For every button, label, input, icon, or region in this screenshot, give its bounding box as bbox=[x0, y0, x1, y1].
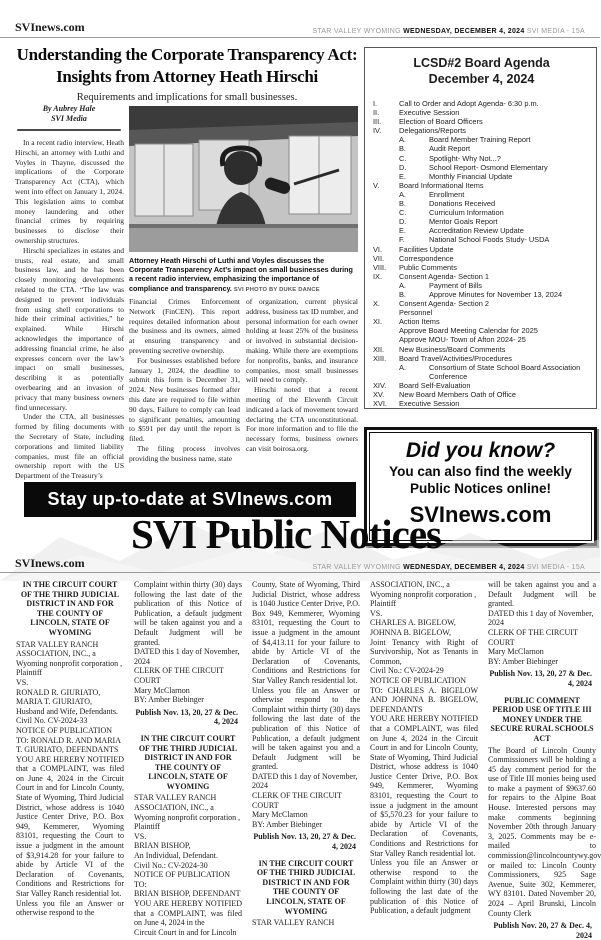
agenda-item-number: XI. bbox=[373, 317, 383, 327]
notice-text: VS. bbox=[16, 677, 29, 687]
notice-text: DATED this 1 day of November, 2024 bbox=[252, 771, 358, 791]
agenda-item-text: Enrollment bbox=[429, 189, 465, 199]
agenda-list bbox=[373, 99, 590, 408]
notice-text: RONALD R. GIURIATO, bbox=[16, 687, 101, 697]
agenda-item bbox=[373, 126, 590, 135]
agenda-item bbox=[373, 254, 590, 263]
article-paragraph: The filing process involves providing the business name, state bbox=[129, 443, 240, 463]
agenda-item bbox=[373, 363, 590, 381]
notice-text: NOTICE OF PUBLICATION bbox=[16, 725, 112, 735]
agenda-item-number: X. bbox=[373, 299, 380, 309]
notice-heading: IN THE CIRCUIT COURT OF THE THIRD JUDICIAL DISTRICT IN AND FOR THE COUNTY OF LINCOLN, STATE OF WYOMING bbox=[138, 733, 238, 791]
notice-column-4 bbox=[370, 580, 478, 925]
agenda-item bbox=[373, 172, 590, 181]
notice-text: Husband and Wife, Defendants. bbox=[16, 706, 118, 716]
agenda-title bbox=[373, 55, 590, 87]
agenda-item bbox=[373, 263, 590, 272]
agenda-item bbox=[373, 290, 590, 299]
agenda-item-number: V. bbox=[373, 180, 380, 190]
article-paragraph: Under the CTA, all businesses formed by filing documents with the Secretary of State, including corporations and limited liability companies, must file an official ownership report with the US Department of the Treasury’s bbox=[15, 412, 124, 481]
agenda-item-text: Facilities Update bbox=[399, 244, 454, 254]
dateline-region: STAR VALLEY WYOMING bbox=[312, 28, 401, 35]
notice-text: YOU ARE HEREBY NOTIFIED that a COMPLAINT, was filed on June 4, 2024 in the Circuit Court in and for Lincoln County, State of Wyoming, Third Judicial District, whose address is 1040 Justice Center Drive, P.O. Box 949, Kemmerer, Wyoming 83101, requesting the Court to issue a judgment in the amount of $5,570.23 for your failure to abide by Article VI of the Declaration of Covenants, Conditions and Restrictions for Star Valley Ranch residential lot. bbox=[370, 714, 478, 858]
article-paragraph: In a recent radio interview, Heath Hirschi, an attorney with Luthi and Voyles in Thayne, discussed the implications of the Corporate Transparency Act (CTA), which went into effect on January 1, 2024. This legislation aims to combat money laundering and other financial crimes by requiring businesses to disclose their ownership structures. bbox=[15, 138, 124, 245]
agenda-title-line2: December 4, 2024 bbox=[428, 72, 535, 86]
agenda-item-number: A. bbox=[399, 362, 406, 372]
dateline-edition: SVI MEDIA - 15A bbox=[526, 28, 585, 35]
agenda-item-number: III. bbox=[373, 117, 382, 127]
agenda-item-text: Board Informational Items bbox=[399, 180, 484, 190]
agenda-item-text: Curriculum Information bbox=[429, 208, 504, 218]
agenda-item-text: Payment of Bills bbox=[429, 280, 482, 290]
notice-publish-line: Publish Nov. 13, 20, 27 & Dec. 4, 2024 bbox=[253, 832, 356, 852]
agenda-item bbox=[373, 108, 590, 117]
board-agenda-box bbox=[364, 47, 597, 409]
agenda-item bbox=[373, 335, 590, 344]
agenda-item-number: XV. bbox=[373, 390, 385, 399]
article-headline: Understanding the Corporate Transparency Act: Insights from Attorney Heath Hirschi bbox=[16, 45, 358, 86]
promo-banner: Stay up-to-date at SVInews.com bbox=[24, 482, 356, 517]
did-you-know-line1: You can also find the weekly bbox=[389, 464, 572, 479]
byline-author: By Aubrey Hale bbox=[42, 104, 96, 113]
agenda-item bbox=[373, 208, 590, 217]
agenda-item-number: B. bbox=[399, 144, 406, 154]
agenda-item-text: Call to Order and Adopt Agenda- 6:30 p.m. bbox=[399, 99, 539, 108]
agenda-item-number: VIII. bbox=[373, 262, 387, 272]
agenda-item-text: Audit Report bbox=[429, 144, 471, 154]
agenda-item-number: B. bbox=[399, 289, 406, 299]
agenda-item-number: A. bbox=[399, 280, 406, 290]
agenda-item-text: Executive Session bbox=[399, 399, 460, 409]
masthead-rule-2 bbox=[0, 572, 600, 573]
agenda-item-number: C. bbox=[399, 153, 407, 163]
notice-column-2 bbox=[134, 580, 242, 937]
agenda-item-text: Monthly Financial Update bbox=[429, 171, 513, 181]
notice-text: Mary McClarnon bbox=[134, 685, 190, 695]
agenda-title-line1: LCSD#2 Board Agenda bbox=[413, 56, 550, 70]
notice-text: Civil No.: CV-2024-30 bbox=[134, 860, 208, 870]
agenda-item-number: IV. bbox=[373, 126, 382, 136]
notice-text: Unless you file an Answer or otherwise respond to the Complaint within thirty (30) days following the last date of the publication of this Notice of Publication, a default judgment bbox=[370, 858, 478, 916]
photo-caption-text: Attorney Heath Hirschi of Luthi and Voyles discusses the Corporate Transparency Act’s impact on small businesses during a recent radio interview, emphasizing the importance of compliance and transparency. bbox=[129, 256, 353, 293]
article-subtitle: Requirements and implications for small businesses. bbox=[76, 92, 298, 103]
agenda-item-number: E. bbox=[399, 226, 406, 236]
notice-text: Mary McClarnon bbox=[252, 810, 308, 820]
byline-org: SVI Media bbox=[51, 114, 87, 123]
photo-caption bbox=[129, 256, 358, 295]
agenda-item bbox=[373, 354, 590, 363]
agenda-item-text: Approve Minutes for November 13, 2024 bbox=[429, 289, 563, 299]
article-paragraph: Financial Crimes Enforcement Network (FinCEN). This report requires detailed information about the business and its owners, aimed at ensuring transparency and preventing secretive ownership. bbox=[129, 297, 240, 355]
notice-text: BY: Amber Biebinger bbox=[252, 819, 322, 829]
did-you-know-site: SVInews.com bbox=[409, 502, 552, 527]
agenda-item bbox=[373, 217, 590, 226]
agenda-item bbox=[373, 281, 590, 290]
agenda-item-text: Accreditation Review Update bbox=[429, 226, 524, 236]
notice-column-5 bbox=[488, 580, 601, 940]
agenda-item bbox=[373, 235, 590, 244]
article-column-2 bbox=[129, 297, 240, 479]
notice-publish-line: Publish Nov. 13, 20, 27 & Dec. 4, 2024 bbox=[489, 669, 592, 688]
agenda-item bbox=[373, 199, 590, 208]
notice-text: CLERK OF THE CIRCUIT COURT bbox=[488, 627, 578, 647]
agenda-item-text: Consortium of State School Board Association Conference bbox=[429, 362, 581, 381]
masthead-notices bbox=[15, 556, 585, 571]
agenda-item-text: Consent Agenda- Section 1 bbox=[399, 271, 489, 281]
dateline-edition-2: SVI MEDIA - 15A bbox=[526, 564, 585, 571]
agenda-item-text: Donations Received bbox=[429, 199, 496, 209]
article-paragraph: Hirschi noted that a recent meeting of the Eleventh Circuit indicated a lack of movement toward declaring the CTA unconstitutional. For more information and to file the necessary forms, business owners can visit boirosa.org. bbox=[246, 385, 358, 453]
agenda-item-number: E. bbox=[399, 171, 406, 181]
notice-column-1 bbox=[16, 580, 124, 925]
site-name: SVInews.com bbox=[15, 20, 85, 34]
notice-text: Civil No.: CV-2024-29 bbox=[370, 666, 444, 676]
agenda-item-text: Election of Board Officers bbox=[399, 117, 483, 127]
agenda-item bbox=[373, 154, 590, 163]
agenda-item-number: A. bbox=[399, 189, 406, 199]
notice-heading: IN THE CIRCUIT COURT OF THE THIRD JUDICIAL DISTRICT IN AND FOR THE COUNTY OF LINCOLN, STATE OF WYOMING bbox=[20, 580, 120, 637]
notice-text: An Individual, Defendant. bbox=[134, 851, 218, 861]
notice-text: Unless you file an Answer or otherwise respond to the bbox=[16, 898, 124, 918]
notice-column-3 bbox=[252, 580, 360, 928]
notice-text: BRIAN BISHOP, bbox=[134, 841, 191, 851]
notice-text: VS. bbox=[370, 608, 383, 618]
agenda-item bbox=[373, 135, 590, 144]
notice-text: STAR VALLEY RANCH ASSOCIATION, INC., a Wyoming nonprofit corporation , Plaintiff bbox=[16, 639, 123, 678]
agenda-item-number: C. bbox=[399, 208, 407, 218]
agenda-item-number: II. bbox=[373, 108, 380, 118]
notice-text: JOHNNA B. BIGELOW, bbox=[370, 627, 452, 637]
agenda-item bbox=[373, 190, 590, 199]
agenda-item-text: Board Self-Evaluation bbox=[399, 380, 471, 390]
agenda-item-number: XIII. bbox=[373, 353, 387, 363]
agenda-item bbox=[373, 317, 590, 326]
agenda-item-number: VII. bbox=[373, 253, 385, 263]
agenda-item-number: XVI. bbox=[373, 399, 387, 409]
agenda-item-text: Mentor Goals Report bbox=[429, 217, 498, 227]
public-notices-title: SVI Public Notices bbox=[131, 511, 441, 557]
article-byline bbox=[15, 104, 123, 124]
agenda-item bbox=[373, 326, 590, 335]
article-paragraph: of organization, current physical address, business tax ID number, and personal information for each owner holding at least 25% of the business or involved in substantial decision-making. While there are exemptions for nonprofits, banks, and insurance companies, most small businesses will need to comply. bbox=[246, 297, 358, 385]
article-photo bbox=[129, 106, 358, 252]
agenda-item bbox=[373, 345, 590, 354]
dateline-2 bbox=[312, 564, 585, 571]
notice-text: STAR VALLEY RANCH ASSOCIATION, INC., a Wyoming nonprofit corporation , Plaintiff bbox=[134, 793, 241, 832]
agenda-item-text: Action Items bbox=[399, 317, 440, 327]
article-paragraph: Hirschi specializes in estates and trusts, real estate, and small business law, and he has been closely monitoring developments related to the CTA. “The law was designed to prevent individuals from using shell corporations to hide their criminal activities,” he explained. While Hirschi acknowledges the importance of addressing financial crime, he also expresses concern over the law’s impact on small businesses, describing it as potentially overbearing and an invasion of privacy that many business owners find unnecessary. bbox=[15, 245, 124, 412]
notice-text: Unless you file an Answer or otherwise respond to the Complaint within thirty (30) days following the last date of the publication of this Notice of Publication, a default judgment will be taken against you and a Default Judgment will be granted. bbox=[252, 685, 360, 772]
notice-text: Joint Tenancy with Right of Survivorship, Not as Tenants in Common, bbox=[370, 637, 478, 666]
notice-text: STAR VALLEY RANCH bbox=[252, 918, 335, 928]
agenda-item-text: Approve Board Meeting Calendar for 2025 bbox=[399, 326, 538, 336]
notice-text: The Board of Lincoln County Commissioners will be holding a 45 day comment period for the use of Title III monies being used to make a payment of $9637.60 for repairs to the Alpine Boat House. Interested persons may make comments beginning November 20th through January 3, 2025. Comments may be e-mailed to commission@lincolncountywy.gov or mailed to: Lincoln County Commissioners, 925 Sage Avenue, Suite 302, Kemmerer, WY 83101. Dated November 20, 2024 – April Brunski, Lincoln County Clerk bbox=[488, 745, 601, 918]
agenda-item-text: Executive Session bbox=[399, 108, 460, 118]
agenda-item-text: Board Travel/Activities/Procedures bbox=[399, 353, 512, 363]
notice-text: YOU ARE HEREBY NOTIFIED that a COMPLAINT, was filed on June 4, 2024 in the bbox=[134, 899, 242, 928]
agenda-item-number bbox=[373, 308, 399, 317]
agenda-item-text: Delegations/Reports bbox=[399, 126, 466, 136]
agenda-item-number bbox=[373, 335, 399, 344]
agenda-item-text: Personnel bbox=[399, 308, 433, 318]
agenda-item-number: I. bbox=[373, 99, 378, 108]
masthead-top bbox=[15, 20, 585, 35]
agenda-item bbox=[373, 99, 590, 108]
agenda-item-text: Board Member Training Report bbox=[429, 135, 531, 145]
agenda-item-text: New Business/Board Comments bbox=[399, 344, 506, 354]
notice-text: BRIAN BISHOP, DEFENDANT bbox=[134, 889, 241, 899]
notice-text: BY: Amber Biebinger bbox=[134, 695, 204, 705]
notice-text: will be taken against you and a Default Judgment will be granted. bbox=[488, 580, 596, 609]
notice-text: NOTICE OF PUBLICATION bbox=[370, 675, 466, 685]
agenda-item bbox=[373, 390, 590, 399]
agenda-item-number: F. bbox=[399, 235, 405, 245]
agenda-item-number: B. bbox=[399, 199, 406, 209]
agenda-item-text: School Report- Osmond Elementary bbox=[429, 162, 548, 172]
agenda-item bbox=[373, 144, 590, 153]
agenda-item-text: Approve MOU- Town of Afton 2024- 25 bbox=[399, 335, 526, 345]
notice-text: CLERK OF THE CIRCUIT COURT bbox=[252, 791, 342, 810]
notice-text: County, State of Wyoming, Third Judicial District, whose address is 1040 Justice Center Drive, P.O. Box 949, Kemmerer, Wyoming 83101, requesting the Court to issue a judgment in the amount of $4,413.11 for your failure to abide by Article VI of the Declaration of Covenants, Conditions and Restrictions for Star Valley Ranch residential lot. bbox=[252, 580, 360, 685]
agenda-item-number: D. bbox=[399, 162, 407, 172]
agenda-item bbox=[373, 245, 590, 254]
agenda-item-text: Spotlight- Why Not...? bbox=[429, 153, 501, 163]
notice-text: ASSOCIATION, INC., a Wyoming nonprofit corporation , Plaintiff bbox=[370, 580, 477, 609]
notice-text: YOU ARE HEREBY NOTIFIED that a COMPLAINT, was filed on June 4, 2024 in the Circuit Court in and for Lincoln County, State of Wyoming, Third Judicial District, whose address is 1040 Justice Center Drive, P.O. Box 949, Kemmerer, Wyoming 83101, requesting the Court to issue a judgment in the amount of $3,914.28 for your failure to abide by Article VI of the Declaration of Covenants, Conditions and Restrictions for Star Valley Ranch residential lot. bbox=[16, 754, 124, 898]
dateline-date: WEDNESDAY, DECEMBER 4, 2024 bbox=[403, 28, 525, 35]
dateline-region-2: STAR VALLEY WYOMING bbox=[312, 564, 401, 571]
notice-text: MARIA T. GIURIATO, bbox=[16, 697, 93, 707]
notice-text: NOTICE OF PUBLICATION bbox=[134, 870, 230, 880]
dateline bbox=[312, 28, 585, 35]
agenda-item bbox=[373, 117, 590, 126]
agenda-item-text: Public Comments bbox=[399, 262, 457, 272]
notice-text: DATED this 1 day of November, 2024 bbox=[488, 608, 594, 628]
notice-text: CLERK OF THE CIRCUIT COURT bbox=[134, 666, 224, 685]
notice-text: BY: Amber Biebinger bbox=[488, 656, 558, 666]
notice-publish-line: Publish Nov. 20, 27 & Dec. 4, 2024 bbox=[493, 921, 592, 940]
agenda-item-text: New Board Members Oath of Office bbox=[399, 390, 516, 399]
agenda-item bbox=[373, 163, 590, 172]
notice-text: DATED this 1 day of November, 2024 bbox=[134, 647, 240, 666]
did-you-know-line2: Public Notices online! bbox=[409, 481, 552, 496]
did-you-know-title: Did you know? bbox=[405, 439, 556, 462]
agenda-item-number: IX. bbox=[373, 271, 383, 281]
agenda-item bbox=[373, 381, 590, 390]
notice-text: TO: bbox=[134, 879, 147, 889]
photo-credit: SVI PHOTO BY DUKE DANCE bbox=[233, 286, 320, 293]
notice-text: Complaint within thirty (30) days following the last date of the publication of this Notice of Publication, a default judgment will be taken against you and a Default Judgment will be granted. bbox=[134, 580, 242, 647]
agenda-item-number: XII. bbox=[373, 344, 385, 354]
notice-text: TO: RONALD R. AND MARIA T. GIURIATO, DEFENDANTS bbox=[16, 735, 121, 755]
agenda-item-number bbox=[373, 326, 399, 335]
notice-publish-line: Publish Nov. 13, 20, 27 & Dec. 4, 2024 bbox=[135, 707, 238, 727]
notice-text: Circuit Court in and for Lincoln bbox=[134, 927, 237, 937]
radio-studio-photo-placeholder bbox=[129, 106, 358, 252]
article-column-3 bbox=[246, 297, 358, 479]
agenda-item bbox=[373, 399, 590, 408]
agenda-item-text: Correspondence bbox=[399, 253, 454, 263]
notice-text: VS. bbox=[134, 831, 147, 841]
agenda-item-number: VI. bbox=[373, 244, 383, 254]
notice-text: TO: CHARLES A. BIGELOW AND JOHNNA B. BIGELOW, DEFENDANTS bbox=[370, 685, 478, 714]
agenda-item bbox=[373, 299, 590, 308]
byline-divider bbox=[17, 129, 121, 131]
notice-text: Civil No. CV-2024-33 bbox=[16, 716, 88, 726]
agenda-item-number: D. bbox=[399, 217, 407, 227]
article-column-1 bbox=[15, 138, 124, 481]
agenda-item-text: National School Foods Study- USDA bbox=[429, 235, 550, 245]
agenda-item-text: Consent Agenda- Section 2 bbox=[399, 299, 489, 309]
agenda-item bbox=[373, 226, 590, 235]
notice-text: CHARLES A. BIGELOW, bbox=[370, 618, 456, 628]
agenda-item bbox=[373, 308, 590, 317]
agenda-item bbox=[373, 181, 590, 190]
agenda-item-number: XIV. bbox=[373, 380, 387, 390]
article-paragraph: For businesses established before January 1, 2024, the deadline to submit this form is December 31, 2024. New businesses formed after this date are required to file within 90 days. Failure to comply can lead to significant penalties, amounting to $591 per day until the report is filed. bbox=[129, 355, 240, 444]
site-name-2: SVInews.com bbox=[15, 556, 85, 570]
notice-heading: IN THE CIRCUIT COURT OF THE THIRD JUDICIAL DISTRICT IN AND FOR THE COUNTY OF LINCOLN, STATE OF WYOMING bbox=[256, 858, 356, 916]
dateline-date-2: WEDNESDAY, DECEMBER 4, 2024 bbox=[403, 564, 525, 571]
agenda-item-number: A. bbox=[399, 135, 406, 145]
agenda-item bbox=[373, 272, 590, 281]
notice-text: Mary McClarnon bbox=[488, 647, 544, 657]
masthead-rule bbox=[0, 37, 600, 38]
notice-heading: PUBLIC COMMENT PERIOD USE OF TITLE III MONEY UNDER THE SECURE RURAL SCHOOLS ACT bbox=[490, 695, 594, 743]
